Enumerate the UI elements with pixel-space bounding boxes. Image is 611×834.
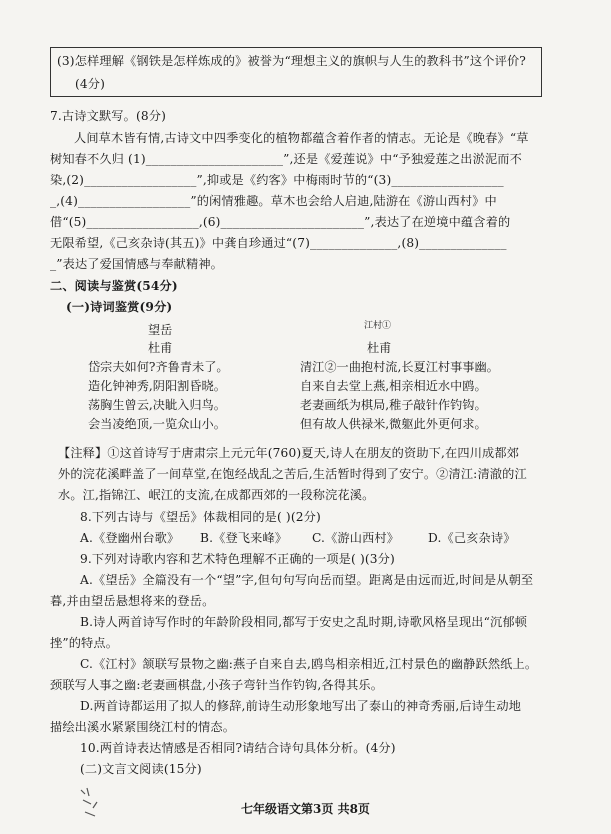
q9-option-d-line1: D.两首诗都运用了拟人的修辞,前诗生动形象地写出了泰山的神奇秀丽,后诗生动地 bbox=[80, 699, 522, 713]
q3-line2: (4分) bbox=[75, 77, 106, 91]
q9-option-b-line1: B.诗人两首诗写作时的年龄阶段相同,都写于安史之乱时期,诗歌风格呈现出“沉郁顿 bbox=[80, 615, 528, 629]
poem-left-line: 荡胸生曾云,决眦入归鸟。 bbox=[88, 398, 226, 412]
q7-line: 无限希望,《己亥杂诗(其五)》中龚自珍通过“(7)______________,(8)______________ bbox=[50, 236, 507, 250]
q7-line: _,(4)__________________”的闲情雅趣。草木也会给人启迪,陆游在《游山西村》中 bbox=[50, 194, 497, 208]
q7-line: 染,(2)__________________”,抑或是《约客》中梅雨时节的“(3)__________________ bbox=[50, 173, 504, 187]
q9-option-a-line1: A.《望岳》全篇没有一个“望”字,但句句写向岳而望。距离是由远而近,时间是从朝至 bbox=[80, 573, 534, 587]
note-line1: 【注释】①这首诗写于唐肃宗上元元年(760)夏天,诗人在朋友的资助下,在四川成都郊 bbox=[58, 446, 520, 460]
poem-right-line: 自来自去堂上燕,相亲相近水中鸥。 bbox=[300, 379, 487, 393]
poem-right-title: 江村① bbox=[364, 321, 392, 331]
poem-right-line: 老妻画纸为棋局,稚子敲针作钓钩。 bbox=[300, 398, 487, 412]
q8-option-d: D.《己亥杂诗》 bbox=[428, 531, 516, 545]
q7-title: 7.古诗文默写。(8分) bbox=[50, 109, 167, 123]
q7-line: 借“(5)__________________,(6)_______________________”,表达了在逆境中蕴含着的 bbox=[50, 215, 511, 229]
q9-option-b-line2: 挫”的特点。 bbox=[50, 636, 119, 650]
q7-line: 树知春不久归 (1)______________________”,还是《爱莲说》中“予独爱莲之出淤泥而不 bbox=[50, 152, 522, 166]
poem-left-line: 岱宗夫如何?齐鲁青未了。 bbox=[88, 360, 229, 374]
poem-right-author: 杜甫 bbox=[367, 341, 392, 355]
q8-option-c: C.《游山西村》 bbox=[312, 531, 400, 545]
note-line3: 水。江,指锦江、岷江的支流,在成都西郊的一段称浣花溪。 bbox=[58, 488, 375, 502]
section-2-title: 二、阅读与鉴赏(54分) bbox=[50, 279, 178, 293]
poem-left-title: 望岳 bbox=[148, 323, 173, 337]
ink-smudge bbox=[75, 782, 115, 822]
note-line2: 外的浣花溪畔盖了一间草堂,在饱经战乱之苦后,生活暂时得到了安宁。②清江:清澈的江 bbox=[58, 467, 527, 481]
q9-option-d-line2: 描绘出溪水紧紧围绕江村的情态。 bbox=[50, 720, 236, 734]
page-footer: 七年级语文第3页 共8页 bbox=[241, 802, 370, 816]
q8-option-a: A.《登幽州台歌》 bbox=[80, 531, 180, 545]
q7-line: _”表达了爱国情感与奉献精神。 bbox=[50, 257, 224, 271]
q8-option-b: B.《登飞来峰》 bbox=[200, 531, 288, 545]
q3-line1: (3)怎样理解《钢铁是怎样炼成的》被誉为“理想主义的旗帜与人生的教科书”这个评价? bbox=[57, 54, 526, 68]
subsection-classical: (二)文言文阅读(15分) bbox=[80, 762, 202, 776]
subsection-poetry: (一)诗词鉴赏(9分) bbox=[66, 300, 173, 314]
q9-option-c-line1: C.《江村》颔联写景物之幽:燕子自来自去,鸥鸟相亲相近,江村景色的幽静跃然纸上。 bbox=[80, 657, 538, 671]
q8-stem: 8.下列古诗与《望岳》体裁相同的是( )(2分) bbox=[80, 510, 321, 524]
q9-option-c-line2: 颈联写人事之幽:老妻画棋盘,小孩子弯针当作钓钩,各得其乐。 bbox=[50, 678, 384, 692]
poem-right-line: 但有故人供禄米,微躯此外更何求。 bbox=[300, 417, 487, 431]
q9-stem: 9.下列对诗歌内容和艺术特色理解不正确的一项是( )(3分) bbox=[80, 552, 395, 566]
poem-left-author: 杜甫 bbox=[148, 341, 173, 355]
q9-option-a-line2: 暮,并由望岳悬想将来的登岳。 bbox=[50, 594, 215, 608]
q7-line: 人间草木皆有情,古诗文中四季变化的植物都蕴含着作者的情志。无论是《晚春》“草 bbox=[74, 131, 529, 145]
q10-stem: 10.两首诗表达情感是否相同?请结合诗句具体分析。(4分) bbox=[80, 741, 396, 755]
poem-right-line: 清江②一曲抱村流,长夏江村事事幽。 bbox=[300, 360, 499, 374]
poem-left-line: 会当凌绝顶,一览众山小。 bbox=[88, 417, 226, 431]
poem-left-line: 造化钟神秀,阴阳割昏晓。 bbox=[88, 379, 226, 393]
